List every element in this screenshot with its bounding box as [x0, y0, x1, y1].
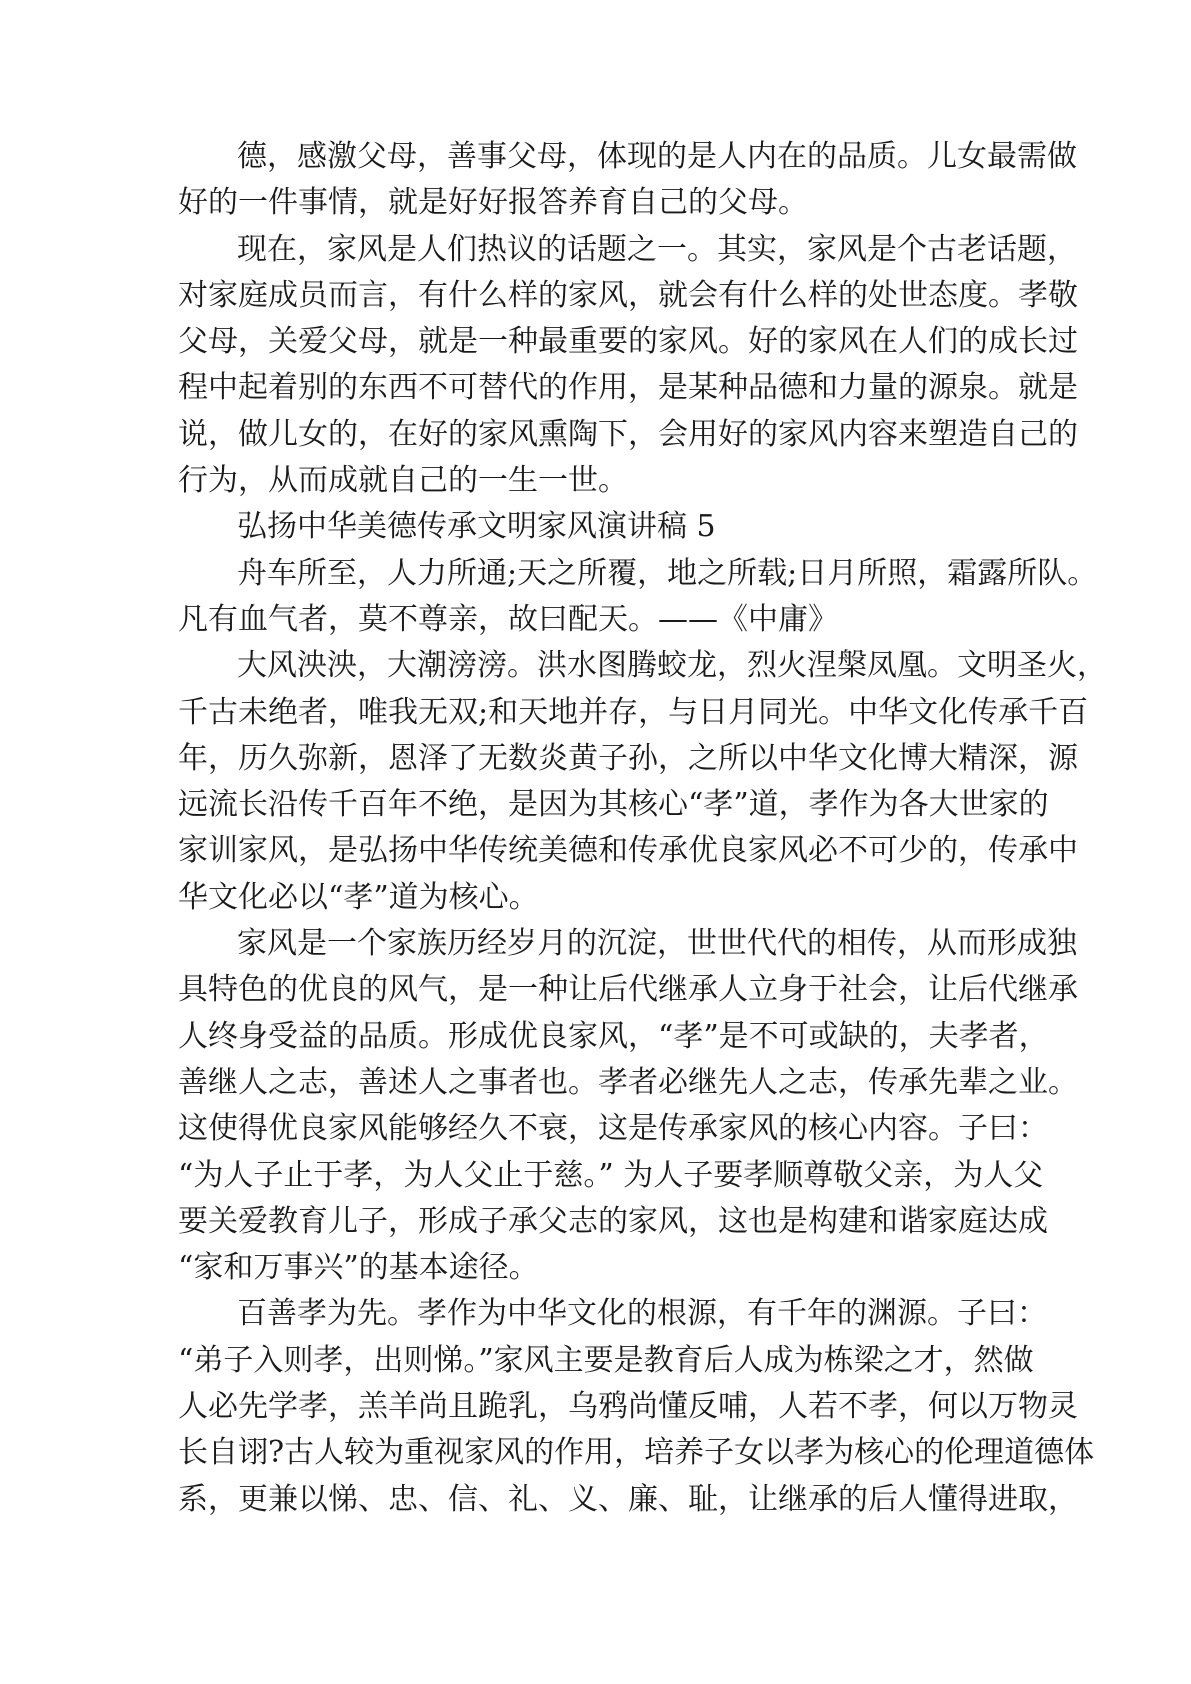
text-line: 长自诩?古人较为重视家风的作用，培养子女以孝为核心的伦理道德体	[178, 1435, 1095, 1471]
text-line: “家和万事兴”的基本途径。	[178, 1250, 539, 1286]
text-line: 要关爱教育儿子，形成子承父志的家风，这也是构建和谐家庭达成	[178, 1203, 1048, 1239]
text-line: 千古未绝者，唯我无双;和天地并存，与日月同光。中华文化传承千百	[178, 694, 1089, 730]
text-line: 这使得优良家风能够经久不衰，这是传承家风的核心内容。子曰：	[178, 1111, 1048, 1147]
document-body	[178, 134, 1107, 1523]
text-line: 行为，从而成就自己的一生一世。	[178, 463, 628, 499]
text-line: 具特色的优良的风气，是一种让后代继承人立身于社会，让后代继承	[178, 972, 1078, 1008]
text-line: 大风泱泱，大潮滂滂。洪水图腾蛟龙，烈火涅槃凤凰。文明圣火，	[237, 648, 1107, 684]
paragraph-great-wind	[178, 643, 1107, 921]
text-line: 好的一件事情，就是好好报答养育自己的父母。	[178, 185, 808, 221]
text-line: “弟子入则孝，出则悌。”家风主要是教育后人成为栋梁之才，然做	[178, 1342, 1034, 1378]
paragraph-filial-first	[178, 1291, 1095, 1522]
text-line: 对家庭成员而言，有什么样的家风，就会有什么样的处世态度。孝敬	[178, 277, 1078, 313]
text-line: 华文化必以“孝”道为核心。	[178, 879, 539, 915]
text-line: 善继人之志，善述人之事者也。孝者必继先人之志，传承先辈之业。	[178, 1064, 1078, 1100]
text-line: 现在，家风是人们热议的话题之一。其实，家风是个古老话题，	[237, 231, 1077, 267]
section-heading	[178, 504, 1023, 550]
text-line: 远流长沿传千百年不绝，是因为其核心“孝”道，孝作为各大世家的	[178, 787, 1049, 823]
text-line: 程中起着别的东西不可替代的作用，是某种品德和力量的源泉。就是	[178, 370, 1078, 406]
text-line: 人必先学孝，羔羊尚且跪乳，乌鸦尚懂反哺，人若不孝，何以万物灵	[178, 1389, 1078, 1425]
text-line: “为人子止于孝，为人父止于慈。” 为人子要孝顺尊敬父亲，为人父	[178, 1157, 1044, 1193]
text-line: 年，历久弥新，恩泽了无数炎黄子孙，之所以中华文化博大精深，源	[178, 740, 1078, 776]
text-line: 说，做儿女的，在好的家风熏陶下，会用好的家风内容来塑造自己的	[178, 416, 1078, 452]
text-line: 凡有血气者，莫不尊亲，故曰配天。——《中庸》	[178, 601, 838, 637]
text-line: 舟车所至，人力所通;天之所覆，地之所载;日月所照，霜露所队。	[237, 555, 1098, 591]
paragraph-family-style-topic	[178, 227, 1078, 505]
text-line: 百善孝为先。孝作为中华文化的根源，有千年的渊源。子曰：	[237, 1296, 1047, 1332]
text-line: 人终身受益的品质。形成优良家风，“孝”是不可或缺的，夫孝者，	[178, 1018, 1049, 1054]
paragraph-continued	[178, 134, 1077, 227]
text-line: 家风是一个家族历经岁月的沉淀，世世代代的相传，从而形成独	[237, 926, 1077, 962]
text-line: 父母，关爱父母，就是一种最重要的家风。好的家风在人们的成长过	[178, 324, 1078, 360]
paragraph-family-style-definition	[178, 921, 1078, 1291]
text-line: 德，感激父母，善事父母，体现的是人内在的品质。儿女最需做	[237, 139, 1077, 174]
heading-text: 弘扬中华美德传承文明家风演讲稿 5	[237, 509, 716, 545]
text-line: 系，更兼以悌、忠、信、礼、义、廉、耻，让继承的后人懂得进取，	[178, 1481, 1078, 1517]
paragraph-zhongyong-quote	[178, 551, 1098, 644]
text-line: 家训家风，是弘扬中华传统美德和传承优良家风必不可少的，传承中	[178, 833, 1078, 869]
